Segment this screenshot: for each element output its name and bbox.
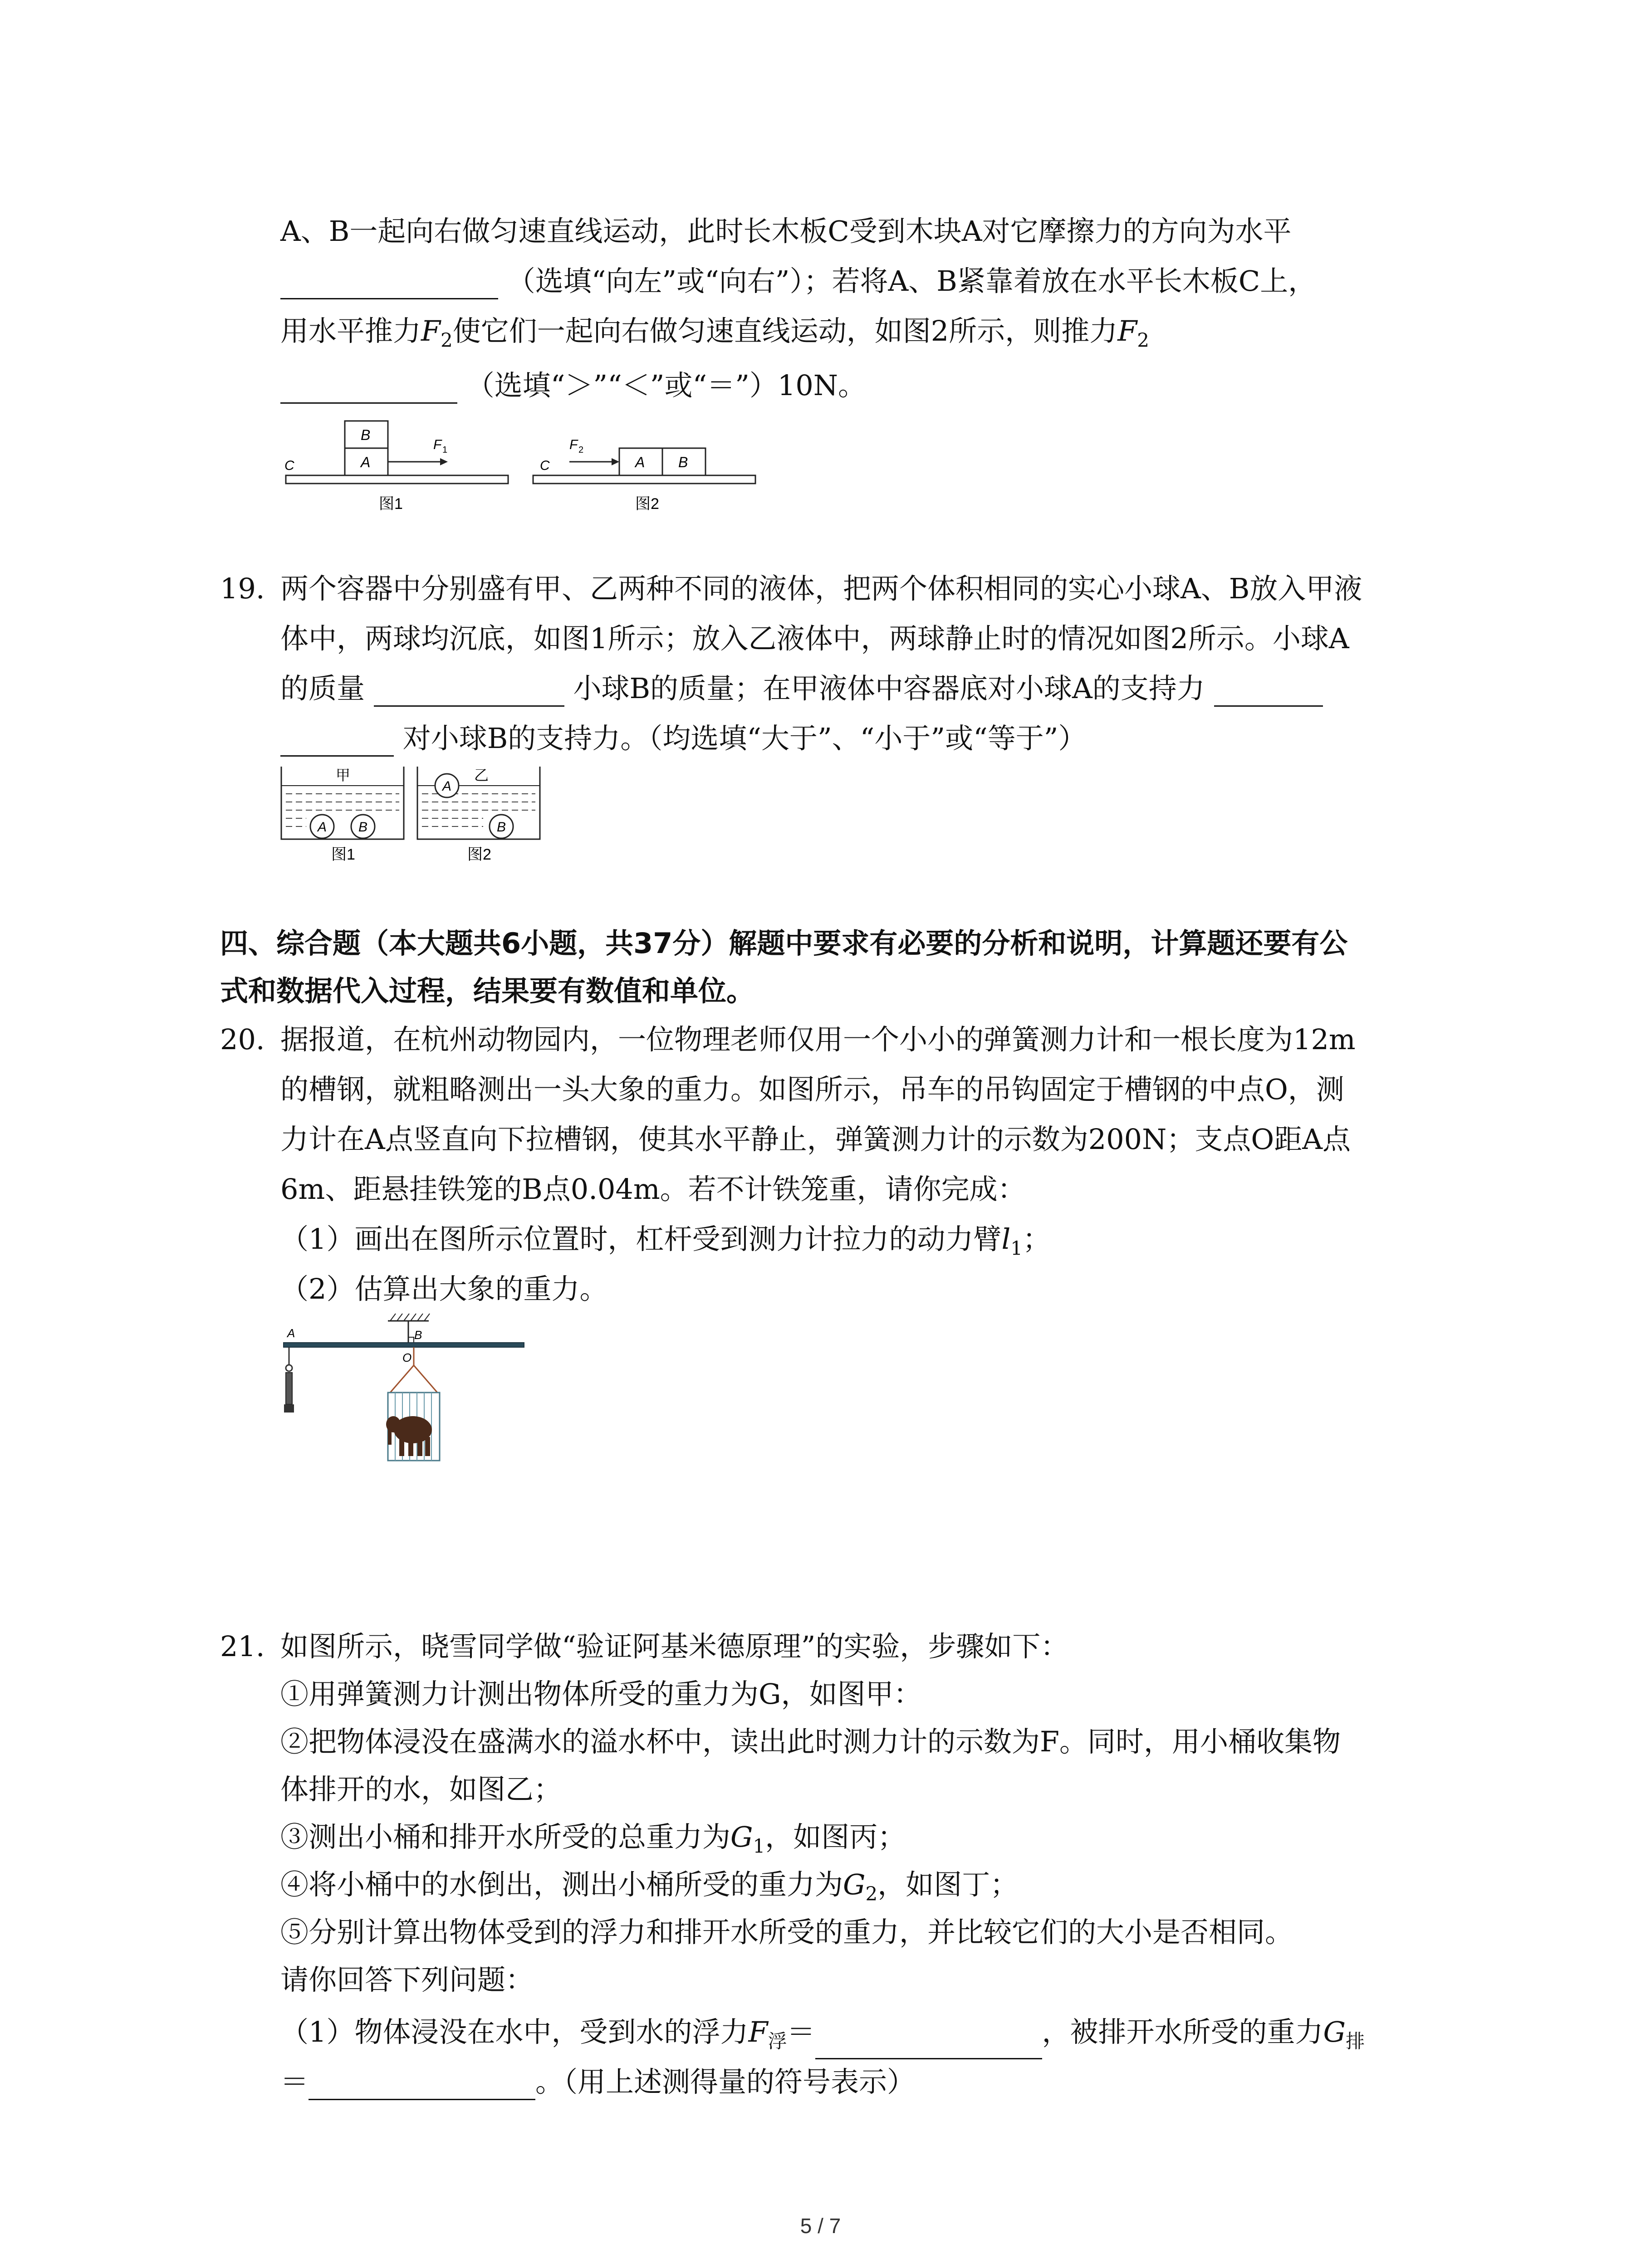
q18-blank-1[interactable] — [280, 269, 498, 299]
q20-figure — [279, 1311, 533, 1510]
figure-caption: 图1 — [331, 846, 355, 863]
ceiling-hatch — [390, 1314, 430, 1321]
liquid-hatching — [422, 794, 535, 826]
ball-a-label: A — [318, 820, 327, 835]
q21-l9-part-e: ，被排开水所受的重力 — [1042, 2015, 1323, 2048]
q21-l6-part-a: ④将小桶中的水倒出，测出小桶所受的重力为 — [280, 1868, 843, 1901]
q21-blank-displaced-weight[interactable] — [309, 2070, 535, 2100]
q20-l5-var: l — [1001, 1222, 1011, 1256]
q19-line-2: 体中，两球均沉底，如图1所示；放入乙液体中，两球静止时的情况如图2所示。小球A — [280, 622, 1349, 655]
force-f1-label: F — [433, 437, 442, 452]
q21-l5-part-d: ，如图丙； — [765, 1820, 906, 1853]
q21-l5-sub: 1 — [753, 1835, 765, 1857]
q18-figure-1 — [279, 417, 515, 517]
elephant-icon — [386, 1416, 432, 1456]
q21-line-4: 体排开的水，如图乙； — [280, 1773, 562, 1806]
q19-number: 19. — [220, 572, 265, 605]
q19-line-1: 两个容器中分别盛有甲、乙两种不同的液体，把两个体积相同的实心小球A、B放入甲液 — [280, 572, 1362, 605]
q18-l3-part-d: 使它们一起向右做匀速直线运动，如图2所示，则推力 — [452, 314, 1118, 347]
block-b-label: B — [678, 454, 688, 470]
q19-line-4-text: 对小球B的支持力。（均选填“大于”、“小于”或“等于”） — [402, 722, 1087, 755]
q21-l9-var: F — [748, 2015, 768, 2048]
q20-line-4: 6m、距悬挂铁笼的B点0.04m。若不计铁笼重，请你完成： — [280, 1173, 1026, 1206]
q21-l9-sub-2: 排 — [1346, 2030, 1365, 2053]
q18-line-2-text: （选填“向左”或“向右”）；若将A、B紧靠着放在水平长木板C上， — [507, 264, 1317, 298]
q18-line-1: A、B一起向右做匀速直线运动，此时长木板C受到木块A对它摩擦力的方向为水平 — [280, 215, 1292, 248]
q18-l3-var-2: F — [1117, 314, 1137, 347]
q19-blank-1[interactable] — [374, 676, 564, 707]
q21-line-6 — [280, 1867, 1018, 1912]
q21-line-9 — [280, 2014, 1365, 2059]
board-c — [286, 475, 508, 484]
q21-l9-sub: 浮 — [768, 2030, 787, 2053]
q21-line-10 — [280, 2064, 915, 2100]
q18-line-4-text: （选填“＞”“＜”或“＝”）10N。 — [466, 369, 867, 402]
spring-scale — [286, 1373, 292, 1404]
q19-line-3 — [280, 670, 1323, 707]
q21-l5-var: G — [730, 1820, 753, 1853]
q21-line-7: ⑤分别计算出物体受到的浮力和排开水所受的重力，并比较它们的大小是否相同。 — [280, 1916, 1293, 1949]
q19-figure-2 — [415, 762, 551, 866]
cage-rope-left — [390, 1365, 414, 1393]
block-a-label: A — [635, 454, 645, 470]
q18-line-2 — [280, 263, 1316, 299]
q20-number: 20. — [220, 1023, 265, 1056]
q21-blank-buoyancy[interactable] — [815, 2029, 1042, 2059]
q19-l3-part-b: 小球B的质量；在甲液体中容器底对小球A的支持力 — [573, 672, 1205, 705]
q20-line-5 — [280, 1221, 1051, 1266]
q20-l5-part-a: （1）画出在图所示位置时，杠杆受到测力计拉力的动力臂 — [280, 1222, 1002, 1256]
q21-number: 21. — [220, 1630, 265, 1663]
q21-l10-part-b: 。（用上述测得量的符号表示） — [535, 2065, 916, 2098]
q19-line-4 — [280, 720, 1086, 757]
q19-blank-2a[interactable] — [1214, 676, 1323, 707]
q21-line-1: 如图所示，晓雪同学做“验证阿基米德原理”的实验，步骤如下： — [280, 1630, 1069, 1663]
q21-line-8: 请你回答下列问题： — [280, 1963, 534, 1996]
q18-line-4 — [280, 367, 866, 404]
q18-l3-part-a: 用水平推力 — [280, 314, 421, 347]
section-4-heading-line-2: 式和数据代入过程，结果要有数值和单位。 — [220, 974, 755, 1007]
figure-caption: 图1 — [379, 495, 403, 513]
q21-l10-eq: ＝ — [280, 2065, 309, 2098]
scale-handle — [284, 1404, 294, 1413]
q21-l9-part-a: （1）物体浸没在水中，受到水的浮力 — [280, 2015, 749, 2048]
ball-a-label: A — [442, 779, 452, 794]
liquid-label: 乙 — [474, 767, 489, 783]
point-a-label: A — [287, 1326, 295, 1340]
figure-caption: 图2 — [635, 495, 659, 513]
section-4-heading-line-1: 四、综合题（本大题共6小题，共37分）解题中要求有必要的分析和说明，计算题还要有公 — [220, 927, 1348, 960]
q18-blank-2[interactable] — [280, 373, 457, 404]
q19-l3-part-a: 的质量 — [280, 672, 365, 705]
point-o-label: O — [402, 1351, 412, 1364]
q21-l6-sub: 2 — [865, 1882, 878, 1905]
q18-l3-sub: 2 — [441, 329, 453, 352]
q21-line-2: ①用弹簧测力计测出物体所受的重力为G，如图甲： — [280, 1677, 922, 1711]
q18-l3-sub-2: 2 — [1137, 329, 1149, 352]
q18-l3-var: F — [421, 314, 441, 347]
force-f1-sub: 1 — [442, 445, 448, 455]
force-f2-sub: 2 — [578, 445, 584, 455]
q21-line-5 — [280, 1819, 906, 1864]
q20-line-6: （2）估算出大象的重力。 — [280, 1272, 608, 1305]
q21-l6-part-d: ，如图丁； — [877, 1868, 1019, 1901]
force-f2-label: F — [569, 437, 578, 452]
liquid-hatching — [286, 794, 399, 826]
cage-rope-right — [414, 1365, 437, 1393]
board-c-label: C — [540, 458, 550, 473]
board-c — [533, 475, 755, 484]
point-b-label: B — [414, 1328, 422, 1342]
block-b-label: B — [361, 427, 371, 443]
q20-l5-part-d: ； — [1023, 1222, 1051, 1256]
q20-l5-sub: 1 — [1010, 1237, 1023, 1260]
q21-line-3: ②把物体浸没在盛满水的溢水杯中，读出此时测力计的示数为F。同时，用小桶收集物 — [280, 1725, 1341, 1758]
block-a-label: A — [361, 454, 371, 470]
q18-line-3 — [280, 313, 1149, 358]
q20-line-3: 力计在A点竖直向下拉槽钢，使其水平静止，弹簧测力计的示数为200N；支点O距A点 — [280, 1123, 1351, 1156]
figure-caption: 图2 — [467, 846, 491, 863]
ball-b-label: B — [497, 820, 506, 835]
channel-steel-beam — [284, 1343, 524, 1347]
q20-line-1: 据报道，在杭州动物园内，一位物理老师仅用一个小小的弹簧测力计和一根长度为12m — [280, 1023, 1356, 1056]
q21-l9-var-2: G — [1323, 2015, 1346, 2048]
right-angle-mark — [408, 1337, 414, 1343]
arrow-head-icon — [440, 458, 448, 465]
q21-l6-var: G — [843, 1868, 866, 1901]
q19-blank-2b[interactable] — [280, 726, 394, 757]
arrow-head-icon — [612, 458, 619, 465]
liquid-label: 甲 — [336, 767, 351, 783]
q19-figure-1 — [279, 762, 415, 866]
q21-l9-eq: ＝ — [787, 2015, 815, 2048]
page-number: 5 / 7 — [800, 2214, 841, 2238]
q20-line-2: 的槽钢，就粗略测出一头大象的重力。如图所示，吊车的吊钩固定于槽钢的中点O，测 — [280, 1073, 1344, 1106]
ball-b-label: B — [358, 820, 368, 835]
q21-l5-part-a: ③测出小桶和排开水所受的总重力为 — [280, 1820, 731, 1853]
scale-ring — [286, 1365, 292, 1371]
board-c-label: C — [284, 458, 294, 473]
q18-figure-2 — [526, 417, 762, 517]
